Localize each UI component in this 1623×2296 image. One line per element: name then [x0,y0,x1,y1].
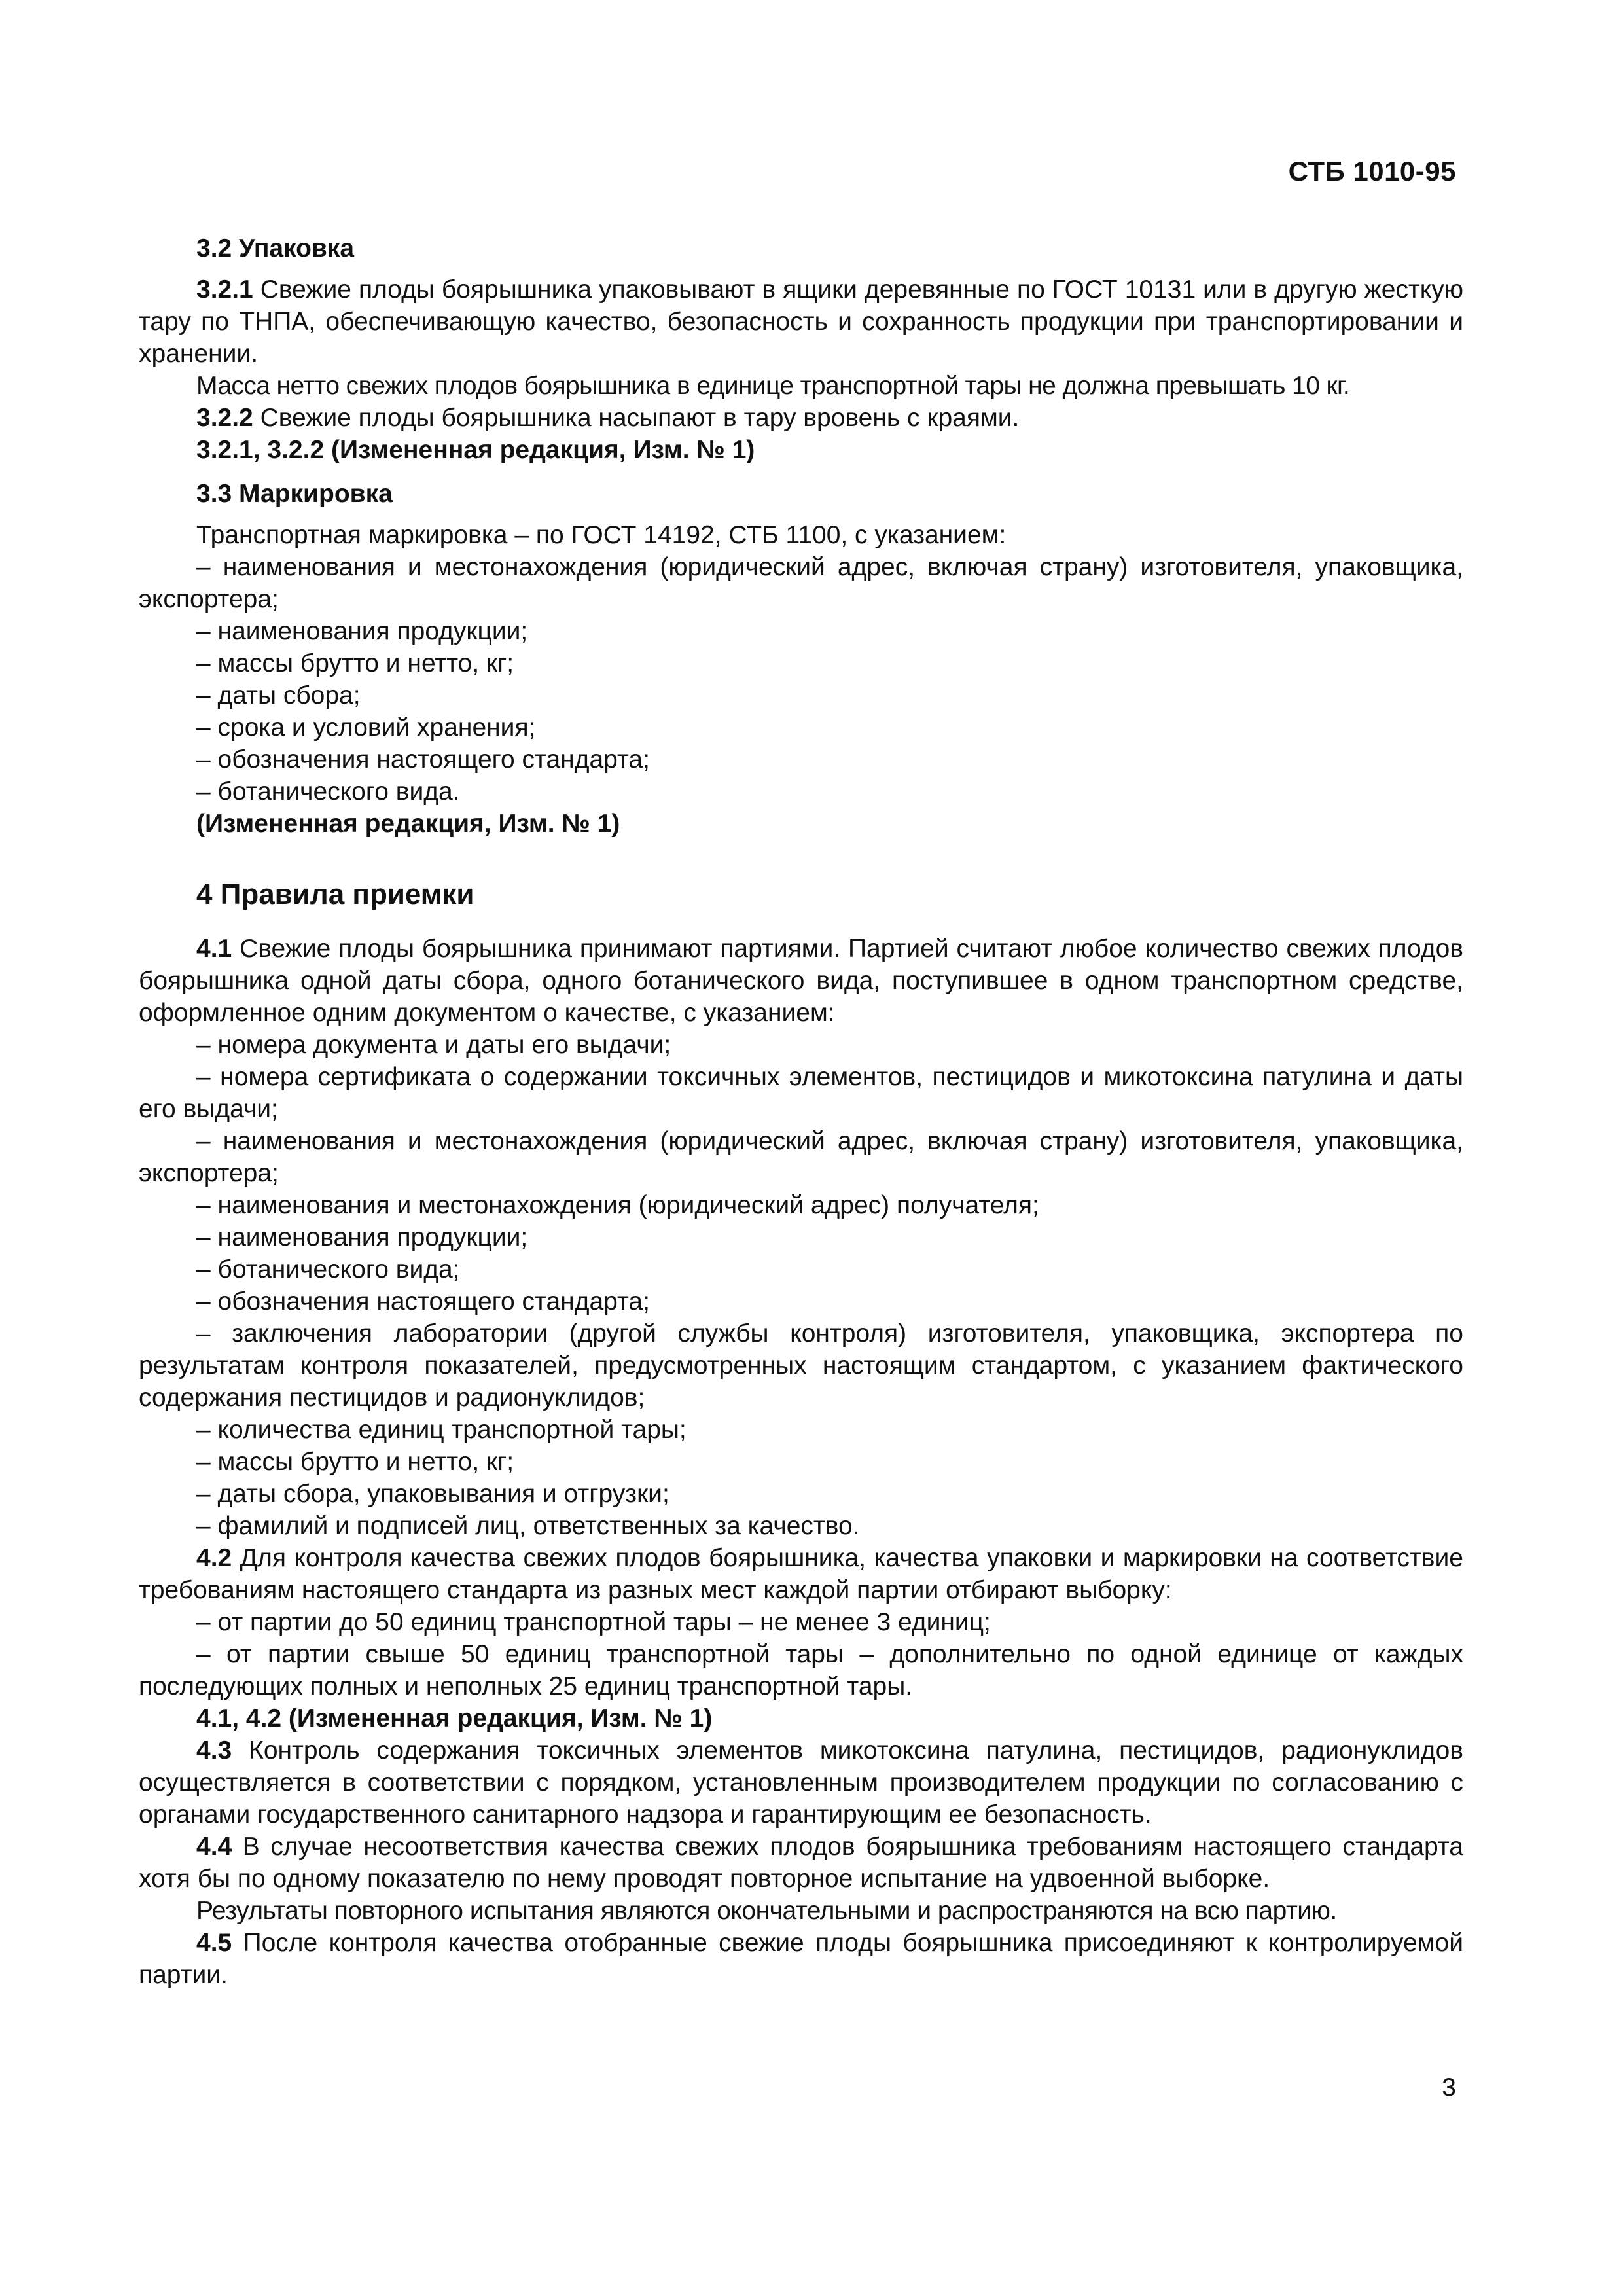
paragraph-4-2 [139,1542,1463,1606]
list-item: – срока и условий хранения; [196,713,536,742]
list-item: – обозначения настоящего стандарта; [196,745,650,774]
clause-number: 3.2.2 [196,404,253,432]
list-item: – массы брутто и нетто, кг; [196,649,514,677]
clause-number: 4.3 [196,1736,232,1765]
list-item: – наименования и местонахождения (юридический адрес, включая страну) изготовителя, упаковщика, экспортера; [139,553,1463,613]
amendment-note: 4.1, 4.2 (Измененная редакция, Изм. № 1) [196,1704,713,1732]
list-item: – обозначения настоящего стандарта; [196,1287,650,1316]
amendment-note: (Измененная редакция, Изм. № 1) [196,810,620,838]
paragraph-3-2-2 [139,402,1463,434]
paragraph-text: Свежие плоды боярышника упаковывают в ящики деревянные по ГОСТ 10131 или в другую жесткую тару по ТНПА, обеспечивающую качество, безопасность и сохранность продукции при транспортировании и хранении. [139,276,1463,368]
section-heading-4: 4 Правила приемки [196,878,474,910]
list-item: – наименования и местонахождения (юридический адрес, включая страну) изготовителя, упаковщика, экспортера; [139,1127,1463,1187]
list-item: – от партии свыше 50 единиц транспортной тары – дополнительно по одной единице от каждых последующих полных и неполных 25 единиц транспортной тары. [139,1640,1463,1700]
clause-number: 4.4 [196,1833,232,1861]
list-item: – наименования продукции; [196,1223,528,1251]
paragraph-text: После контроля качества отобранные свежие плоды боярышника присоединяют к контролируемой партии. [139,1929,1463,1989]
standard-code: СТБ 1010-95 [1288,156,1456,187]
paragraph-4-3 [139,1734,1463,1831]
paragraph-text: В случае несоответствия качества свежих плодов боярышника требованиям настоящего стандарта хотя бы по одному показателю по нему проводят повторное испытание на удвоенной выборке. [139,1833,1463,1893]
list-item: – фамилий и подписей лиц, ответственных за качество. [196,1512,860,1540]
paragraph-text: Свежие плоды боярышника насыпают в тару вровень с краями. [253,404,1020,432]
list-item: – наименования и местонахождения (юридический адрес) получателя; [196,1191,1039,1219]
list-item: – наименования продукции; [196,617,528,645]
paragraph-net-mass: Масса нетто свежих плодов боярышника в единице транспортной тары не должна превышать 10 кг. [196,372,1350,400]
list-item: – даты сбора, упаковывания и отгрузки; [196,1480,669,1508]
list-item: – заключения лаборатории (другой службы контроля) изготовителя, упаковщика, экспортера по результатам контроля показателей, предусмотренных настоящим стандартом, с указанием фактического содержания пестицидов и радионуклидов; [139,1319,1463,1412]
list-item: – ботанического вида. [196,778,460,806]
list-item: – от партии до 50 единиц транспортной тары – не менее 3 единиц; [196,1608,991,1636]
marking-intro: Транспортная маркировка – по ГОСТ 14192, СТБ 1100, с указанием: [196,521,1007,549]
paragraph-text: Для контроля качества свежих плодов боярышника, качества упаковки и маркировки на соответствие требованиям настоящего стандарта из разных мест каждой партии отбирают выборку: [139,1544,1463,1604]
list-item: – номера сертификата о содержании токсичных элементов, пестицидов и микотоксина патулина и даты его выдачи; [139,1063,1463,1123]
subsection-heading-3-3: 3.3 Маркировка [196,480,393,508]
paragraph-4-4 [139,1831,1463,1895]
list-item: – номера документа и даты его выдачи; [196,1031,671,1059]
paragraph-results: Результаты повторного испытания являются окончательными и распространяются на всю партию. [196,1897,1337,1925]
amendment-note: 3.2.1, 3.2.2 (Измененная редакция, Изм. № 1) [196,436,755,464]
paragraph-text: Свежие плоды боярышника принимают партиями. Партией считают любое количество свежих плодов боярышника одной даты сбора, одного ботанического вида, поступившее в одном транспортном средстве, оформленное одним документом о качестве, с указанием: [139,935,1463,1027]
page-number: 3 [1442,2073,1456,2102]
list-item: – ботанического вида; [196,1255,460,1283]
subsection-heading-3-2: 3.2 Упаковка [196,234,355,262]
list-item: – массы брутто и нетто, кг; [196,1448,514,1476]
paragraph-4-5 [139,1927,1463,1991]
paragraph-4-1 [139,933,1463,1029]
page-content [139,232,1463,1991]
clause-number: 4.2 [196,1544,232,1572]
paragraph-text: Контроль содержания токсичных элементов микотоксина патулина, пестицидов, радионуклидов осуществляется в соответствии с порядком, установленным производителем продукции по согласованию с органами государственного санитарного надзора и гарантирующим ее безопасность. [139,1736,1463,1829]
list-item: – даты сбора; [196,681,361,709]
paragraph-3-2-1 [139,274,1463,370]
clause-number: 3.2.1 [196,276,253,304]
clause-number: 4.1 [196,935,232,963]
list-item: – количества единиц транспортной тары; [196,1416,687,1444]
clause-number: 4.5 [196,1929,232,1957]
